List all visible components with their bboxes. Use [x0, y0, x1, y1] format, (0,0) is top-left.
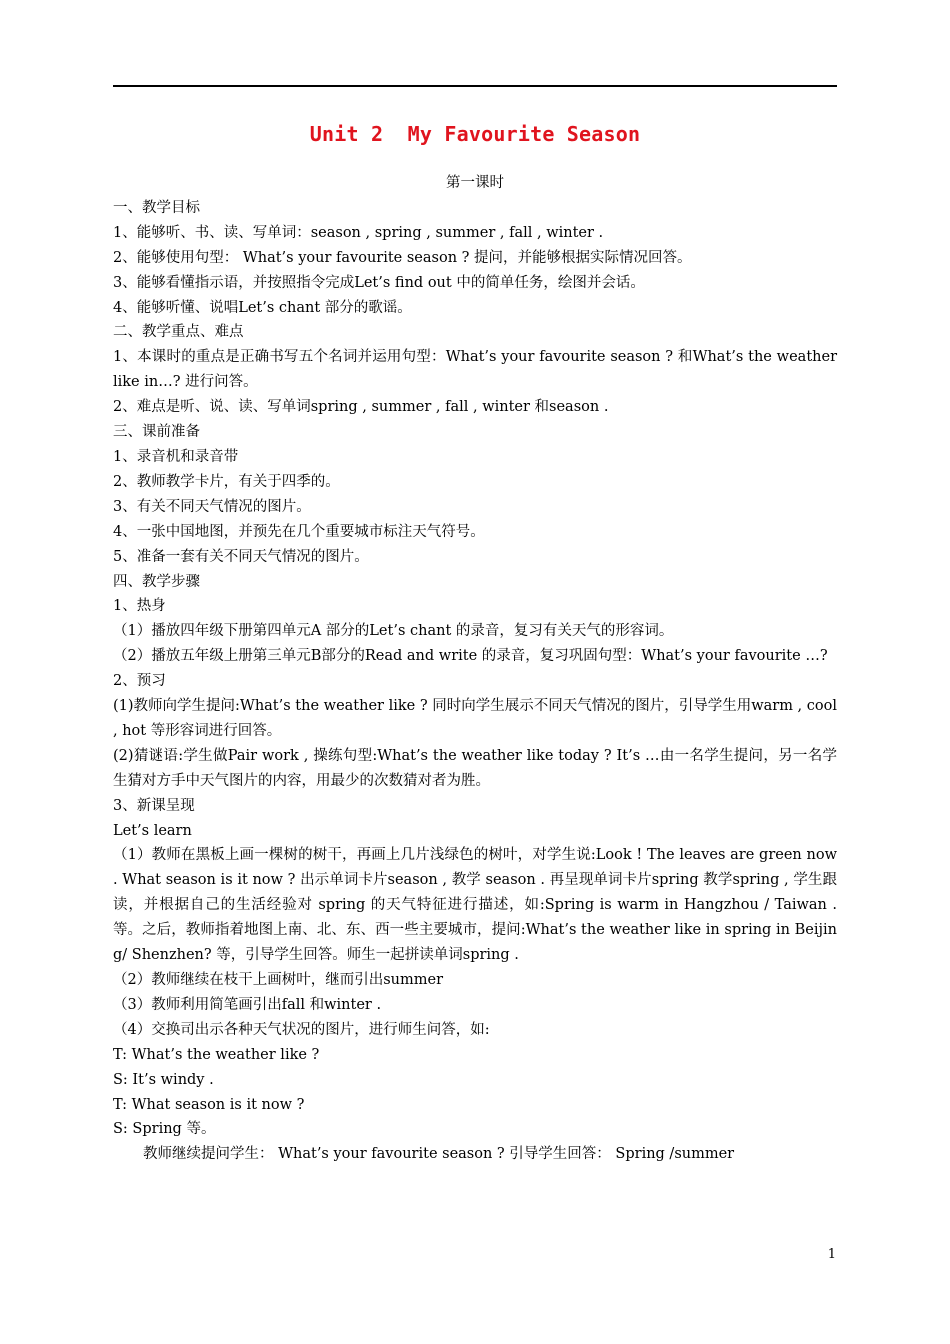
lesson-heading: 第一课时 [446, 175, 504, 191]
body-paragraph: （2）教师继续在枝干上画树叶，继而引出summer [113, 972, 444, 988]
dialogue-line: T: What’s the weather like ? [113, 1046, 320, 1063]
section-heading: 一、教学目标 [113, 199, 200, 216]
section-heading: 三、课前准备 [113, 424, 200, 441]
body-paragraph: 2、教师教学卡片，有关于四季的。 [113, 473, 340, 490]
body-paragraph: 3、能够看懂指示语，并按照指令完成Let’s find out 中的简单任务，绘图并会话。 [113, 274, 645, 291]
body-paragraph: (2)猜谜语:学生做Pair work , 操练句型:What’s the weather like today ? It’s …由一名学生提问，另一名学生猜对方手中天气图片的内容，用最少的次数猜对者为胜。 [113, 747, 837, 789]
body-paragraph: 2、难点是听、说、读、写单词spring , summer , fall , winter 和season . [113, 399, 609, 416]
document-body [113, 171, 842, 1167]
body-paragraph: （3）教师利用简笔画引出fall 和winter . [113, 996, 382, 1013]
dialogue-line: S: It’s windy . [113, 1071, 214, 1088]
page-number: 1 [827, 1247, 836, 1262]
dialogue-line: S: Spring 等。 [113, 1121, 216, 1138]
body-paragraph: （1）播放四年级下册第四单元A 部分的Let’s chant 的录音，复习有关天气的形容词。 [113, 623, 674, 640]
body-paragraph: (1)教师向学生提问:What’s the weather like ? 同时向学生展示不同天气情况的图片，引导学生用warm , cool , hot 等形容词进行回答。 [113, 698, 842, 739]
body-paragraph: Let’s learn [113, 822, 192, 839]
body-paragraph: 4、一张中国地图，并预先在几个重要城市标注天气符号。 [113, 523, 485, 540]
subsection-heading: 2、预习 [113, 673, 166, 690]
body-paragraph: 2、能够使用句型： What’s your favourite season ? 提问，并能够根据实际情况回答。 [113, 249, 692, 266]
document-title: Unit 2 My Favourite Season [309, 122, 641, 146]
body-paragraph: 4、能够听懂、说唱Let’s chant 部分的歌谣。 [113, 299, 412, 316]
header-rule [113, 85, 837, 87]
body-paragraph: 1、能够听、书、读、写单词：season , spring , summer , fall , winter . [113, 224, 604, 241]
body-paragraph: 教师继续提问学生： What’s your favourite season ? 引导学生回答： Spring /summer [143, 1146, 735, 1163]
body-paragraph: 5、准备一套有关不同天气情况的图片。 [113, 548, 369, 565]
section-heading: 四、教学步骤 [113, 573, 200, 590]
subsection-heading: 1、热身 [113, 598, 166, 615]
body-paragraph: 1、录音机和录音带 [113, 448, 239, 465]
section-heading: 二、教学重点、难点 [113, 324, 244, 341]
subsection-heading: 3、新课呈现 [113, 797, 195, 814]
body-paragraph: （4）交换司出示各种天气状况的图片，进行师生问答，如: [113, 1021, 490, 1038]
body-paragraph: 1、本课时的重点是正确书写五个名词并运用句型：What’s your favourite season ? 和What’s the weather like in…? 进行问答。 [113, 349, 842, 391]
body-paragraph: （2）播放五年级上册第三单元B部分的Read and write 的录音，复习巩固句型：What’s your favourite …? [113, 648, 828, 665]
body-paragraph: 3、有关不同天气情况的图片。 [113, 498, 311, 515]
body-paragraph: （1）教师在黑板上画一棵树的树干，再画上几片浅绿色的树叶，对学生说:Look ! The leaves are green now . What season is it now ? 出示单词卡片season , 教学 season . 再呈现单词卡片spring 教学spring , 学生跟读，并根据自己的生活经验对 spring 的天气特征进行描述，如:Spring is warm in Hangzhou / Taiwan .等。之后，教师指着地图上南、北、东、西一些主要城市，提问:What’s the weather like in spring in Beijing/ Shenzhen? 等，引导学生回答。师生一起拼读单词spring . [113, 847, 842, 964]
dialogue-line: T: What season is it now ? [113, 1096, 305, 1113]
